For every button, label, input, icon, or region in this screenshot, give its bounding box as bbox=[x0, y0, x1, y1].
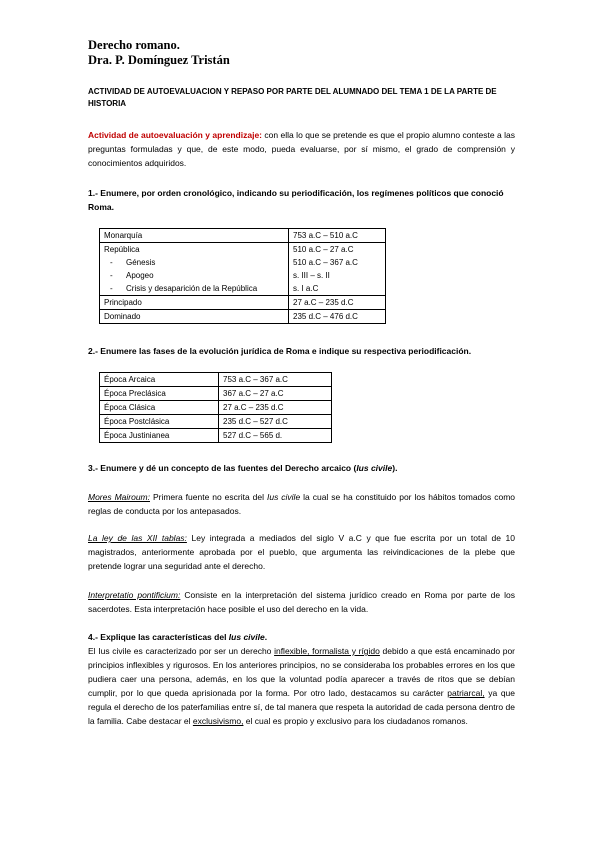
interp-text: Consiste en la interpretación del sistema jurídico creado en Roma por parte de los sacerdotes. Esta interpretación hace posible el uso del derecho en la vida. bbox=[88, 590, 515, 614]
table-row bbox=[100, 387, 332, 401]
question-2: 2.- Enumere las fases de la evolución jurídica de Roma e indique su respectiva periodificación. bbox=[88, 346, 472, 356]
mores-text-2: la cual se ha constituido por los hábitos tomados como reglas de conducta por los antepasados. bbox=[88, 492, 516, 516]
regime-period: s. I a.C bbox=[289, 282, 386, 296]
regime-period: 27 a.C – 235 d.C bbox=[289, 296, 386, 310]
question-1: 1.- Enumere, por orden cronológico, indicando su periodificación, los regímenes políticos que conoció Roma. bbox=[88, 188, 504, 212]
list-dash: - bbox=[110, 271, 113, 280]
question-3-text: 3.- Enumere y dé un concepto de las fuentes del Derecho arcaico ( bbox=[88, 463, 357, 473]
legal-phases-table bbox=[99, 372, 332, 443]
ley-text: Ley integrada a mediados del siglo V a.C y que fue escrita por un total de 10 magistrados, anteriormente aprobada por el pueblo, que argumenta las reivindicaciones de la plebe que pretende lograr una seguridad ante el derecho. bbox=[88, 533, 515, 571]
document-header bbox=[88, 38, 230, 68]
intro-text: con ella lo que se pretende es que el propio alumno conteste a las preguntas formuladas y que, de este modo, pueda evaluarse, por sí mismo, el grado de comprensión y conocimientos adquiridos. bbox=[88, 130, 515, 168]
intro-label: Actividad de autoevaluación y aprendizaje: bbox=[88, 130, 263, 140]
question-4-end: . bbox=[264, 632, 268, 642]
xii-tablas-paragraph bbox=[88, 531, 515, 573]
table-row bbox=[100, 310, 386, 324]
table-row bbox=[100, 229, 386, 243]
list-dash: - bbox=[110, 284, 113, 293]
phase-label: Época Justinianea bbox=[100, 429, 219, 443]
table-row bbox=[100, 429, 332, 443]
phase-period: 753 a.C – 367 a.C bbox=[219, 373, 332, 387]
interpretatio-paragraph bbox=[88, 588, 515, 616]
list-dash: - bbox=[110, 258, 113, 267]
activity-title: ACTIVIDAD DE AUTOEVALUACION Y REPASO POR PARTE DEL ALUMNADO DEL TEMA 1 DE LA PARTE DE HISTORIA bbox=[88, 87, 497, 108]
question-4-text: 4.- Explique las características del bbox=[88, 632, 229, 642]
regime-label: Monarquía bbox=[100, 229, 289, 243]
regime-period: 753 a.C – 510 a.C bbox=[289, 229, 386, 243]
political-regimes-table bbox=[99, 228, 386, 324]
regime-period: 235 d.C – 476 d.C bbox=[289, 310, 386, 324]
regime-sublabel: Génesis bbox=[126, 258, 156, 267]
interp-label: Interpretatio pontificium: bbox=[88, 590, 181, 600]
table-row bbox=[100, 401, 332, 415]
regime-period: s. III – s. II bbox=[289, 269, 386, 282]
intro-paragraph bbox=[88, 128, 515, 170]
phase-label: Época Postclásica bbox=[100, 415, 219, 429]
ley-label: La ley de las XII tablas: bbox=[88, 533, 187, 543]
question-4 bbox=[88, 630, 518, 644]
regime-sublabel: Crisis y desaparición de la República bbox=[126, 284, 258, 293]
phase-label: Época Arcaica bbox=[100, 373, 219, 387]
ius-underline-2: patriarcal, bbox=[447, 688, 485, 698]
professor-name: Dra. P. Domínguez Tristán bbox=[88, 53, 230, 67]
phase-period: 527 d.C – 565 d. bbox=[219, 429, 332, 443]
table-row bbox=[100, 373, 332, 387]
regime-label: República bbox=[100, 243, 289, 257]
regime-label: Principado bbox=[100, 296, 289, 310]
table-row bbox=[100, 282, 386, 296]
question-3 bbox=[88, 461, 518, 475]
ius-text-2: debido a que está encaminado por principios inflexibles y rigurosos. En los anteriores principios, no se consideraba los probables errores en los que pudiera caer una persona, además, en los que la voluntad podía aparecer a través de ritos que se debían cumplir, por lo que queda aprisionada por la forma. Por otro lado, destacamos su carácter bbox=[88, 646, 515, 698]
table-row bbox=[100, 415, 332, 429]
question-3-end: ). bbox=[392, 463, 398, 473]
phase-period: 235 d.C – 527 d.C bbox=[219, 415, 332, 429]
course-title: Derecho romano. bbox=[88, 38, 180, 52]
regime-label: Dominado bbox=[100, 310, 289, 324]
regime-sublabel: Apogeo bbox=[126, 271, 154, 280]
mores-text: Primera fuente no escrita del bbox=[150, 492, 267, 502]
ius-text-3: ya que regula el derecho de los paterfamilias entre sí, de tal manera que respeta la autoridad de cada persona dentro de la familia. Cabe destacar el bbox=[88, 688, 516, 726]
question-4-italic: Ius civile bbox=[228, 632, 265, 642]
table-row bbox=[100, 243, 386, 257]
question-3-italic: Ius civile bbox=[356, 463, 393, 473]
phase-period: 27 a.C – 235 d.C bbox=[219, 401, 332, 415]
mores-label: Mores Mairoum: bbox=[88, 492, 150, 502]
regime-period: 510 a.C – 367 a.C bbox=[289, 256, 386, 269]
phase-label: Época Preclásica bbox=[100, 387, 219, 401]
table-row bbox=[100, 296, 386, 310]
ius-text-1: El Ius civile es caracterizado por ser un derecho bbox=[88, 646, 275, 656]
ius-underline-3: exclusivismo, bbox=[192, 716, 244, 726]
mores-italic: Ius civile bbox=[266, 492, 301, 502]
table-row bbox=[100, 256, 386, 269]
phase-label: Época Clásica bbox=[100, 401, 219, 415]
regime-period: 510 a.C – 27 a.C bbox=[289, 243, 386, 257]
phase-period: 367 a.C – 27 a.C bbox=[219, 387, 332, 401]
table-row bbox=[100, 269, 386, 282]
ius-underline-1: inflexible, formalista y rígido bbox=[274, 646, 380, 656]
mores-paragraph bbox=[88, 490, 515, 518]
ius-civile-paragraph bbox=[88, 644, 515, 728]
ius-text-4: el cual es propio y exclusivo para los ciudadanos romanos. bbox=[243, 716, 468, 726]
